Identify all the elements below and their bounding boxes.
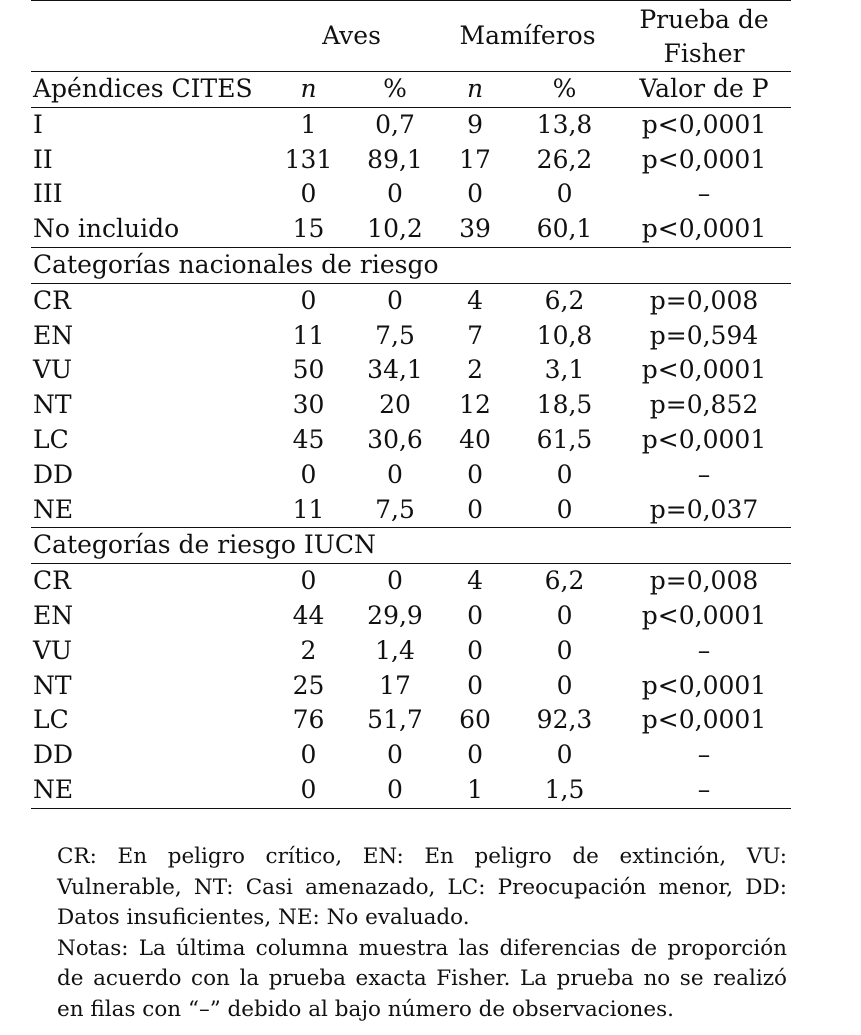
fisher-p-cell: – — [697, 740, 711, 770]
table-header — [31, 1, 791, 108]
mamiferos-n-cell: 39 — [459, 214, 491, 244]
table-row — [31, 107, 791, 142]
mamiferos-n-cell: 0 — [467, 670, 483, 700]
aves-pct-cell: 30,6 — [367, 424, 423, 454]
aves-n-cell: 0 — [265, 564, 352, 599]
mamiferos-pct-cell: 0 — [556, 179, 573, 209]
mamiferos-pct-cell: 6,2 — [512, 564, 617, 599]
aves-pct-cell: 34,1 — [367, 355, 423, 385]
row-label-cell: NE — [33, 494, 74, 524]
fisher-p-cell: p<0,0001 — [641, 705, 767, 735]
mamiferos-pct-cell: 18,5 — [536, 390, 593, 420]
row-label-cell: NT — [33, 670, 72, 700]
fisher-p-cell: – — [617, 773, 791, 808]
aves-n-cell: 131 — [284, 144, 333, 174]
header-fisher-line2: Fisher — [663, 39, 745, 68]
aves-pct-cell: 0 — [387, 459, 403, 489]
header-aves-pct: % — [352, 72, 438, 108]
cites-section — [31, 107, 791, 247]
aves-n-cell: 45 — [292, 424, 325, 454]
aves-n-cell: 76 — [292, 705, 325, 735]
aves-n-cell: 0 — [300, 459, 317, 489]
aves-n-cell: 1 — [265, 107, 352, 142]
fisher-p-cell: p=0,594 — [649, 320, 759, 350]
fisher-p-cell: p<0,0001 — [641, 355, 767, 385]
mamiferos-pct-cell: 0 — [556, 670, 573, 700]
fisher-p-cell: p<0,0001 — [617, 107, 791, 142]
mamiferos-pct-cell: 0 — [556, 459, 573, 489]
table-row — [31, 319, 791, 354]
section-row-iucn — [31, 528, 791, 564]
national-section-header — [31, 247, 791, 283]
header-fisher-line1: Prueba de — [617, 1, 791, 38]
fisher-p-cell: p=0,852 — [649, 390, 759, 420]
aves-n-cell: 0 — [300, 740, 317, 770]
row-label-cell: No incluido — [33, 214, 180, 244]
header-mamiferos-pct: % — [512, 72, 617, 108]
table-row — [31, 177, 791, 212]
mamiferos-pct-cell: 26,2 — [536, 144, 593, 174]
row-label-cell: DD — [33, 459, 74, 489]
fisher-p-cell: p=0,037 — [649, 494, 759, 524]
national-section — [31, 283, 791, 528]
table-row — [31, 738, 791, 773]
fisher-p-cell: – — [697, 179, 711, 209]
row-label-cell: EN — [33, 600, 74, 630]
abbreviations-note: CR: En peligro crítico, EN: En peligro de extinción, VU: Vulnerable, NT: Casi amenazado, LC: Preocupación menor, DD: Datos insuficientes, NE: No evaluado. — [57, 844, 787, 930]
mamiferos-pct-cell: 6,2 — [512, 283, 617, 318]
mamiferos-pct-cell: 10,8 — [536, 320, 593, 350]
mamiferos-n-cell: 60 — [459, 705, 491, 735]
group-header-row-1 — [31, 1, 791, 38]
fisher-p-cell: p<0,0001 — [641, 214, 767, 244]
mamiferos-pct-cell: 3,1 — [544, 355, 585, 385]
table-row — [31, 773, 791, 808]
table-row — [31, 388, 791, 423]
mamiferos-n-cell: 40 — [459, 424, 491, 454]
aves-pct-cell: 29,9 — [367, 600, 423, 630]
column-header-row — [31, 72, 791, 108]
header-empty-cell — [31, 1, 265, 38]
aves-n-cell: 50 — [292, 355, 325, 385]
aves-n-cell: 25 — [292, 670, 325, 700]
fisher-p-cell: – — [697, 635, 711, 665]
fisher-p-cell: p=0,008 — [617, 283, 791, 318]
row-label-cell: LC — [33, 705, 69, 735]
mamiferos-pct-cell: 0 — [556, 600, 573, 630]
table-row — [31, 143, 791, 178]
aves-pct-cell: 0 — [387, 179, 403, 209]
row-label-cell: CR — [31, 564, 265, 599]
table-row — [31, 353, 791, 388]
table-row — [31, 423, 791, 458]
row-label-cell: CR — [31, 283, 265, 318]
aves-n-cell: 0 — [300, 179, 317, 209]
row-label-cell: NE — [31, 773, 265, 808]
table-row — [31, 703, 791, 738]
mamiferos-pct-cell: 0 — [556, 740, 573, 770]
mamiferos-pct-cell: 0 — [556, 635, 573, 665]
mamiferos-n-cell: 7 — [467, 320, 483, 350]
header-mamiferos-n: n — [438, 72, 512, 108]
mamiferos-n-cell: 1 — [438, 773, 512, 808]
aves-pct-cell: 10,2 — [367, 214, 423, 244]
aves-n-cell: 0 — [265, 773, 352, 808]
mamiferos-n-cell: 12 — [459, 390, 491, 420]
aves-pct-cell: 7,5 — [375, 320, 415, 350]
header-empty-cell — [31, 37, 265, 72]
header-apendices: Apéndices CITES — [31, 72, 265, 108]
fisher-p-cell: p<0,0001 — [641, 144, 767, 174]
row-label-cell: VU — [33, 635, 73, 665]
table-row — [31, 458, 791, 493]
aves-n-cell: 11 — [292, 494, 325, 524]
aves-pct-cell: 0,7 — [352, 107, 438, 142]
aves-n-cell: 15 — [292, 214, 325, 244]
mamiferos-n-cell: 17 — [459, 144, 491, 174]
aves-n-cell: 11 — [292, 320, 325, 350]
aves-n-cell: 44 — [292, 600, 325, 630]
header-mamiferos: Mamíferos — [438, 1, 617, 72]
aves-n-cell: 0 — [265, 283, 352, 318]
header-aves-n: n — [265, 72, 352, 108]
method-note: Notas: La última columna muestra las diferencias de proporción de acuerdo con la prueba exacta Fisher. La prueba no se realizó en filas con “–” debido al bajo número de observaciones. — [57, 935, 787, 1022]
row-label-cell: NT — [33, 390, 72, 420]
aves-pct-cell: 1,4 — [375, 635, 415, 665]
row-label-cell: I — [31, 107, 265, 142]
aves-pct-cell: 0 — [387, 740, 403, 770]
mamiferos-n-cell: 4 — [438, 564, 512, 599]
mamiferos-n-cell: 4 — [438, 283, 512, 318]
table-container — [31, 0, 791, 809]
row-label-cell: II — [33, 144, 53, 174]
aves-n-cell: 2 — [300, 635, 317, 665]
fisher-p-cell: p<0,0001 — [641, 670, 767, 700]
row-label-cell: DD — [33, 740, 74, 770]
aves-pct-cell: 0 — [352, 564, 438, 599]
aves-pct-cell: 0 — [352, 283, 438, 318]
fisher-p-cell: p=0,008 — [617, 564, 791, 599]
fisher-p-cell: – — [697, 459, 711, 489]
aves-pct-cell: 51,7 — [367, 705, 423, 735]
table-row — [31, 634, 791, 669]
row-label-cell: LC — [33, 424, 69, 454]
mamiferos-pct-cell: 60,1 — [536, 214, 593, 244]
table-row — [31, 212, 791, 247]
mamiferos-n-cell: 0 — [467, 600, 483, 630]
mamiferos-pct-cell: 13,8 — [512, 107, 617, 142]
fisher-p-cell: p<0,0001 — [641, 600, 767, 630]
section-title-iucn: Categorías de riesgo IUCN — [31, 528, 791, 564]
iucn-section-header — [31, 528, 791, 564]
aves-pct-cell: 17 — [379, 670, 411, 700]
mamiferos-n-cell: 0 — [467, 459, 483, 489]
row-label-cell: EN — [33, 320, 74, 350]
table-notes — [57, 842, 787, 1025]
mamiferos-n-cell: 0 — [467, 740, 483, 770]
row-label-cell: III — [33, 179, 63, 209]
table-row — [31, 283, 791, 318]
mamiferos-n-cell: 0 — [467, 635, 483, 665]
section-title-national: Categorías nacionales de riesgo — [31, 247, 791, 283]
aves-pct-cell: 0 — [352, 773, 438, 808]
mamiferos-n-cell: 9 — [438, 107, 512, 142]
mamiferos-n-cell: 0 — [467, 494, 483, 524]
mamiferos-pct-cell: 0 — [556, 494, 573, 524]
mamiferos-n-cell: 0 — [467, 179, 483, 209]
mamiferos-n-cell: 2 — [467, 355, 483, 385]
aves-pct-cell: 7,5 — [375, 494, 415, 524]
fisher-p-cell: p<0,0001 — [641, 424, 767, 454]
aves-pct-cell: 20 — [379, 390, 411, 420]
table-row — [31, 599, 791, 634]
mamiferos-pct-cell: 1,5 — [512, 773, 617, 808]
table-row — [31, 493, 791, 528]
aves-n-cell: 30 — [292, 390, 325, 420]
row-label-cell: VU — [33, 355, 73, 385]
mamiferos-pct-cell: 92,3 — [536, 705, 593, 735]
mamiferos-pct-cell: 61,5 — [536, 424, 593, 454]
iucn-section — [31, 564, 791, 809]
species-table — [31, 0, 791, 809]
table-row — [31, 564, 791, 599]
section-row-national — [31, 247, 791, 283]
aves-pct-cell: 89,1 — [367, 144, 423, 174]
table-row — [31, 669, 791, 704]
header-valor-p: Valor de P — [617, 72, 791, 108]
header-aves: Aves — [265, 1, 438, 72]
